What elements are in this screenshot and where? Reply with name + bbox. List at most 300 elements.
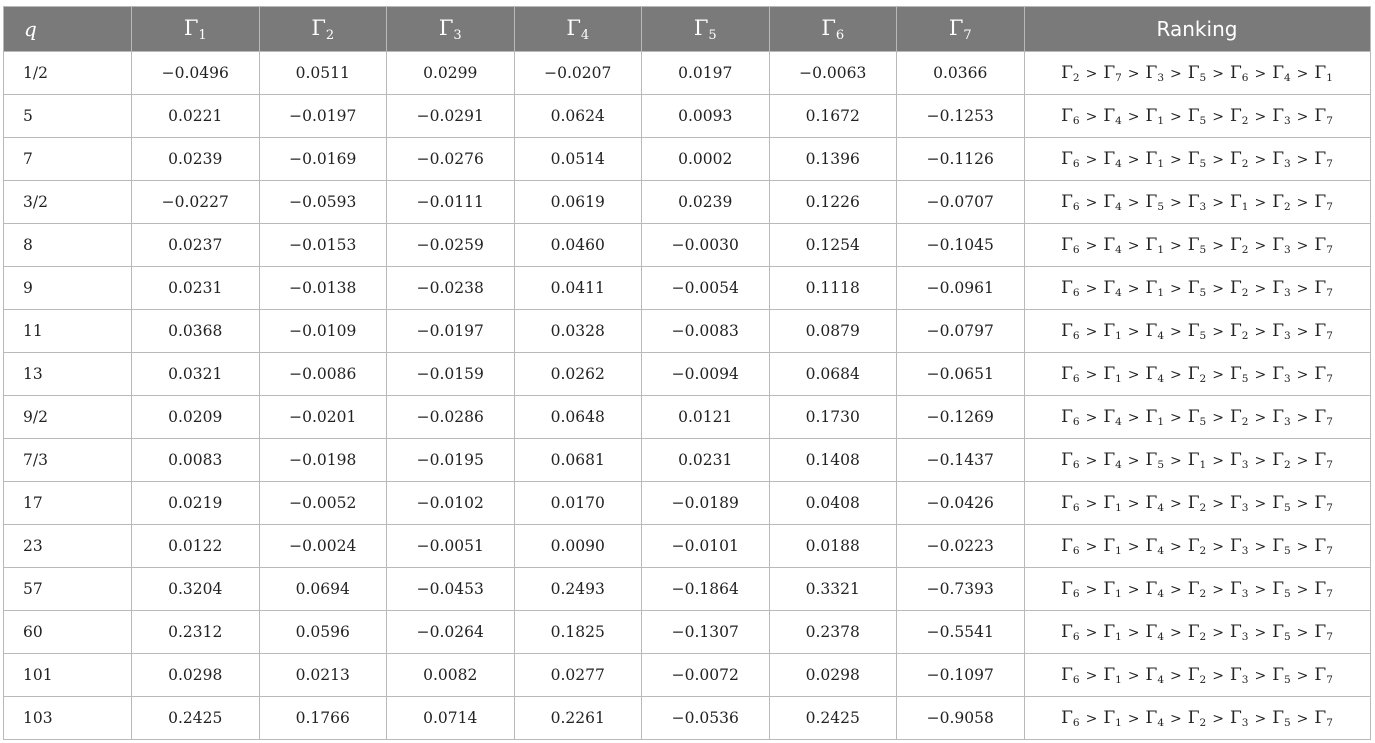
column-header-gamma-7 xyxy=(897,7,1025,52)
gamma-symbol: Γ xyxy=(1314,234,1327,255)
value-cell-gamma-2: −0.0109 xyxy=(259,310,387,353)
ranking-separator: > xyxy=(1254,366,1267,383)
gamma-symbol: Γ xyxy=(1145,578,1158,599)
ranking-separator: > xyxy=(1212,452,1224,469)
ranking-gamma xyxy=(1272,150,1290,168)
gamma-symbol: Γ xyxy=(821,15,836,40)
gamma-subscript: 7 xyxy=(1326,114,1333,127)
value-cell-gamma-5: −0.0030 xyxy=(642,224,770,267)
gamma-symbol: Γ xyxy=(1187,578,1200,599)
ranking-gamma xyxy=(1314,107,1332,125)
ranking-gamma xyxy=(1146,709,1164,727)
value-cell-gamma-5: −0.0094 xyxy=(642,353,770,396)
value-cell-gamma-7: −0.9058 xyxy=(897,697,1025,740)
ranking-separator: > xyxy=(1127,581,1140,598)
gamma-subscript: 2 xyxy=(1241,286,1249,299)
ranking-separator: > xyxy=(1127,280,1140,297)
column-header-gamma-5 xyxy=(642,7,770,52)
value-cell-gamma-5: −0.1307 xyxy=(642,611,770,654)
ranking-separator: > xyxy=(1296,495,1309,512)
gamma-symbol: Γ xyxy=(1061,148,1073,169)
value-cell-gamma-5: 0.0093 xyxy=(642,95,770,138)
ranking-separator: > xyxy=(1212,409,1224,426)
gamma-subscript: 4 xyxy=(1115,415,1122,428)
gamma-subscript: 7 xyxy=(1326,329,1333,342)
gamma-subscript: 7 xyxy=(963,27,972,43)
gamma-subscript: 2 xyxy=(1241,243,1249,256)
table-row xyxy=(4,310,1371,353)
value-cell-gamma-4: 0.2261 xyxy=(514,697,642,740)
gamma-subscript: 5 xyxy=(1283,501,1291,514)
value-cell-gamma-3: −0.0195 xyxy=(387,439,515,482)
ranking-gamma xyxy=(1314,580,1332,598)
ranking-separator: > xyxy=(1127,65,1140,82)
gamma-symbol: Γ xyxy=(1314,148,1327,169)
gamma-subscript: 4 xyxy=(1115,157,1122,170)
gamma-subscript: 3 xyxy=(1241,458,1249,471)
gamma-subscript: 5 xyxy=(1283,630,1291,643)
gamma-symbol: Γ xyxy=(1103,363,1116,384)
value-cell-gamma-3: −0.0111 xyxy=(387,181,515,224)
gamma-subscript: 6 xyxy=(1072,286,1080,299)
ranking-separator: > xyxy=(1254,280,1267,297)
ranking-gamma xyxy=(1230,451,1248,469)
value-cell-gamma-6: 0.0684 xyxy=(769,353,897,396)
value-cell-gamma-6: 0.0188 xyxy=(769,525,897,568)
gamma-symbol: Γ xyxy=(1061,320,1073,341)
gamma-symbol: Γ xyxy=(1314,406,1327,427)
gamma-subscript: 2 xyxy=(1241,415,1249,428)
gamma-subscript: 5 xyxy=(1241,372,1249,385)
value-cell-gamma-3: −0.0453 xyxy=(387,568,515,611)
value-cell-gamma-3: −0.0197 xyxy=(387,310,515,353)
ranking-gamma xyxy=(1103,279,1121,297)
value-cell-gamma-4: 0.0411 xyxy=(514,267,642,310)
gamma-subscript: 6 xyxy=(1072,630,1080,643)
gamma-symbol: Γ xyxy=(1145,277,1158,298)
ranking-separator: > xyxy=(1127,108,1140,125)
gamma-symbol: Γ xyxy=(1103,535,1116,556)
value-cell-gamma-5: −0.0072 xyxy=(642,654,770,697)
gamma-subscript: 2 xyxy=(325,27,335,43)
gamma-symbol: Γ xyxy=(1061,406,1073,427)
value-cell-gamma-3: −0.0102 xyxy=(387,482,515,525)
ranking-gamma xyxy=(1188,537,1206,555)
table-row xyxy=(4,568,1371,611)
q-cell: 23 xyxy=(4,525,132,568)
gamma-symbol: Γ xyxy=(1145,320,1158,341)
gamma-symbol: Γ xyxy=(1187,363,1200,384)
ranking-gamma xyxy=(1272,279,1290,297)
gamma-symbol: Γ xyxy=(693,15,709,40)
gamma-subscript: 1 xyxy=(1115,544,1122,557)
value-cell-gamma-5: −0.0189 xyxy=(642,482,770,525)
gamma-subscript: 4 xyxy=(1115,286,1122,299)
gamma-symbol: Γ xyxy=(1103,449,1116,470)
value-cell-gamma-3: −0.0259 xyxy=(387,224,515,267)
ranking-gamma xyxy=(1146,408,1164,426)
q-cell: 7/3 xyxy=(4,439,132,482)
ranking-separator: > xyxy=(1170,323,1182,340)
gamma-symbol: Γ xyxy=(1229,62,1242,83)
gamma-subscript: 6 xyxy=(1072,415,1080,428)
value-cell-gamma-2: 0.0694 xyxy=(259,568,387,611)
ranking-gamma xyxy=(1103,623,1121,641)
column-header-gamma-2 xyxy=(259,7,387,52)
gamma-subscript: 3 xyxy=(1241,501,1249,514)
gamma-subscript: 3 xyxy=(1241,630,1249,643)
ranking-separator: > xyxy=(1296,65,1309,82)
gamma-subscript: 2 xyxy=(1199,630,1207,643)
gamma-subscript: 7 xyxy=(1326,415,1333,428)
ranking-separator: > xyxy=(1212,194,1224,211)
ranking-cell xyxy=(1024,52,1370,95)
value-cell-gamma-3: −0.0276 xyxy=(387,138,515,181)
value-cell-gamma-4: 0.1825 xyxy=(514,611,642,654)
value-cell-gamma-6: 0.1226 xyxy=(769,181,897,224)
gamma-subscript: 6 xyxy=(1072,587,1080,600)
gamma-symbol: Γ xyxy=(1103,707,1116,728)
gamma-symbol: Γ xyxy=(1145,363,1158,384)
ranking-separator: > xyxy=(1085,323,1098,340)
ranking-separator: > xyxy=(1085,65,1098,82)
q-cell: 103 xyxy=(4,697,132,740)
gamma-symbol: Γ xyxy=(1145,406,1158,427)
value-cell-gamma-6: 0.2378 xyxy=(769,611,897,654)
q-cell: 57 xyxy=(4,568,132,611)
gamma-symbol: Γ xyxy=(1314,62,1327,83)
value-cell-gamma-6: 0.1254 xyxy=(769,224,897,267)
ranking-separator: > xyxy=(1085,581,1098,598)
gamma-symbol: Γ xyxy=(311,15,326,40)
ranking-gamma xyxy=(1188,64,1206,82)
ranking-separator: > xyxy=(1296,581,1309,598)
gamma-symbol: Γ xyxy=(1145,148,1158,169)
ranking-gamma xyxy=(1146,107,1164,125)
table-row xyxy=(4,181,1371,224)
gamma-symbol: Γ xyxy=(1061,492,1073,513)
column-header-q: q xyxy=(4,7,132,52)
ranking-separator: > xyxy=(1170,624,1182,641)
gamma-symbol: Γ xyxy=(1103,492,1116,513)
ranking-separator: > xyxy=(1254,495,1267,512)
value-cell-gamma-7: −0.1269 xyxy=(897,396,1025,439)
ranking-separator: > xyxy=(1085,366,1098,383)
gamma-symbol: Γ xyxy=(1272,449,1284,470)
gamma-subscript: 3 xyxy=(1283,243,1291,256)
ranking-separator: > xyxy=(1170,538,1182,555)
gamma-subscript: 2 xyxy=(1072,71,1080,84)
ranking-separator: > xyxy=(1254,538,1267,555)
ranking-gamma xyxy=(1230,322,1248,340)
value-cell-gamma-2: −0.0052 xyxy=(259,482,387,525)
column-header-ranking: Ranking xyxy=(1024,7,1370,52)
gamma-subscript: 2 xyxy=(1283,458,1291,471)
ranking-separator: > xyxy=(1254,409,1267,426)
ranking-gamma xyxy=(1314,537,1332,555)
gamma-symbol: Γ xyxy=(1187,449,1200,470)
ranking-separator: > xyxy=(1296,538,1309,555)
gamma-subscript: 3 xyxy=(1283,286,1291,299)
ranking-separator: > xyxy=(1170,452,1182,469)
gamma-subscript: 5 xyxy=(1283,587,1291,600)
ranking-separator: > xyxy=(1170,108,1182,125)
gamma-subscript: 7 xyxy=(1326,716,1333,729)
gamma-subscript: 6 xyxy=(1072,243,1080,256)
ranking-gamma xyxy=(1188,365,1206,383)
gamma-subscript: 2 xyxy=(1283,200,1291,213)
ranking-gamma xyxy=(1314,451,1332,469)
gamma-symbol: Γ xyxy=(1229,105,1242,126)
ranking-gamma xyxy=(1314,64,1332,82)
gamma-subscript: 4 xyxy=(1157,329,1165,342)
value-cell-gamma-4: 0.0681 xyxy=(514,439,642,482)
ranking-separator: > xyxy=(1170,151,1182,168)
q-cell: 1/2 xyxy=(4,52,132,95)
ranking-gamma xyxy=(1230,236,1248,254)
ranking-separator: > xyxy=(1170,581,1182,598)
ranking-gamma xyxy=(1146,279,1164,297)
ranking-gamma xyxy=(1146,537,1164,555)
value-cell-gamma-6: 0.1672 xyxy=(769,95,897,138)
ranking-separator: > xyxy=(1127,452,1140,469)
value-cell-gamma-5: −0.0101 xyxy=(642,525,770,568)
ranking-separator: > xyxy=(1254,710,1267,727)
ranking-separator: > xyxy=(1085,667,1098,684)
ranking-gamma xyxy=(1146,150,1164,168)
ranking-separator: > xyxy=(1170,409,1182,426)
ranking-separator: > xyxy=(1127,151,1140,168)
ranking-cell xyxy=(1024,611,1370,654)
value-cell-gamma-1: 0.0083 xyxy=(132,439,260,482)
ranking-separator: > xyxy=(1296,151,1309,168)
ranking-gamma xyxy=(1230,107,1248,125)
ranking-separator: > xyxy=(1296,409,1309,426)
column-header-gamma-4 xyxy=(514,7,642,52)
ranking-gamma xyxy=(1061,322,1079,340)
gamma-symbol: Γ xyxy=(1061,664,1073,685)
ranking-separator: > xyxy=(1127,538,1140,555)
ranking-gamma xyxy=(1230,580,1248,598)
gamma-symbol: Γ xyxy=(1229,535,1242,556)
value-cell-gamma-1: −0.0496 xyxy=(132,52,260,95)
value-cell-gamma-4: 0.0619 xyxy=(514,181,642,224)
gamma-symbol: Γ xyxy=(1314,578,1327,599)
value-cell-gamma-3: −0.0051 xyxy=(387,525,515,568)
gamma-subscript: 3 xyxy=(1241,673,1249,686)
ranking-gamma xyxy=(1188,451,1206,469)
gamma-symbol: Γ xyxy=(1187,664,1200,685)
ranking-separator: > xyxy=(1296,323,1309,340)
q-cell: 7 xyxy=(4,138,132,181)
value-cell-gamma-3: −0.0159 xyxy=(387,353,515,396)
gamma-subscript: 3 xyxy=(1199,200,1207,213)
value-cell-gamma-1: 0.0298 xyxy=(132,654,260,697)
value-cell-gamma-2: −0.0138 xyxy=(259,267,387,310)
ranking-separator: > xyxy=(1085,151,1098,168)
gamma-subscript: 6 xyxy=(1072,716,1080,729)
gamma-subscript: 6 xyxy=(1241,71,1249,84)
ranking-separator: > xyxy=(1212,624,1224,641)
ranking-cell xyxy=(1024,439,1370,482)
value-cell-gamma-1: 0.2425 xyxy=(132,697,260,740)
ranking-cell xyxy=(1024,95,1370,138)
gamma-symbol: Γ xyxy=(1061,363,1073,384)
gamma-subscript: 3 xyxy=(1157,71,1165,84)
ranking-gamma xyxy=(1230,279,1248,297)
gamma-symbol: Γ xyxy=(1187,621,1200,642)
ranking-gamma xyxy=(1230,365,1248,383)
ranking-separator: > xyxy=(1254,237,1267,254)
ranking-gamma xyxy=(1188,494,1206,512)
value-cell-gamma-2: 0.1766 xyxy=(259,697,387,740)
value-cell-gamma-4: 0.0460 xyxy=(514,224,642,267)
gamma-subscript: 1 xyxy=(1115,587,1122,600)
gamma-subscript: 1 xyxy=(1241,200,1249,213)
value-cell-gamma-1: 0.0219 xyxy=(132,482,260,525)
ranking-gamma xyxy=(1146,64,1164,82)
ranking-cell xyxy=(1024,525,1370,568)
ranking-cell xyxy=(1024,697,1370,740)
gamma-symbol: Γ xyxy=(1187,320,1200,341)
column-header-gamma-3 xyxy=(387,7,515,52)
ranking-separator: > xyxy=(1085,495,1098,512)
ranking-gamma xyxy=(1061,537,1079,555)
gamma-symbol: Γ xyxy=(1314,664,1327,685)
q-cell: 11 xyxy=(4,310,132,353)
value-cell-gamma-2: −0.0198 xyxy=(259,439,387,482)
ranking-gamma xyxy=(1188,709,1206,727)
value-cell-gamma-1: 0.0368 xyxy=(132,310,260,353)
ranking-cell xyxy=(1024,138,1370,181)
gamma-symbol: Γ xyxy=(1187,406,1200,427)
ranking-separator: > xyxy=(1127,710,1140,727)
gamma-subscript: 4 xyxy=(580,27,590,43)
gamma-subscript: 5 xyxy=(1199,329,1207,342)
ranking-separator: > xyxy=(1212,280,1224,297)
gamma-subscript: 3 xyxy=(1283,114,1291,127)
gamma-symbol: Γ xyxy=(1145,664,1158,685)
ranking-separator: > xyxy=(1296,366,1309,383)
table-row xyxy=(4,697,1371,740)
ranking-cell xyxy=(1024,482,1370,525)
ranking-separator: > xyxy=(1127,495,1140,512)
gamma-symbol: Γ xyxy=(1272,578,1284,599)
ranking-gamma xyxy=(1061,64,1079,82)
table-row xyxy=(4,267,1371,310)
ranking-gamma xyxy=(1103,537,1121,555)
gamma-subscript: 7 xyxy=(1326,673,1333,686)
gamma-subscript: 2 xyxy=(1199,501,1207,514)
gamma-symbol: Γ xyxy=(1061,234,1073,255)
ranking-cell xyxy=(1024,224,1370,267)
gamma-symbol: Γ xyxy=(1103,148,1116,169)
gamma-subscript: 6 xyxy=(1072,114,1080,127)
gamma-subscript: 6 xyxy=(1072,458,1080,471)
gamma-symbol: Γ xyxy=(1061,277,1073,298)
gamma-subscript: 1 xyxy=(1115,673,1122,686)
value-cell-gamma-2: −0.0169 xyxy=(259,138,387,181)
value-cell-gamma-1: 0.0237 xyxy=(132,224,260,267)
ranking-separator: > xyxy=(1085,624,1098,641)
gamma-subscript: 6 xyxy=(1072,372,1080,385)
ranking-gamma xyxy=(1314,150,1332,168)
ranking-separator: > xyxy=(1212,581,1224,598)
gamma-symbol: Γ xyxy=(1145,621,1158,642)
value-cell-gamma-5: −0.1864 xyxy=(642,568,770,611)
table-row xyxy=(4,224,1371,267)
ranking-gamma xyxy=(1272,365,1290,383)
ranking-separator: > xyxy=(1254,624,1267,641)
ranking-separator: > xyxy=(1085,280,1098,297)
value-cell-gamma-3: −0.0291 xyxy=(387,95,515,138)
ranking-separator: > xyxy=(1296,624,1309,641)
gamma-subscript: 7 xyxy=(1326,630,1333,643)
ranking-separator: > xyxy=(1085,452,1098,469)
gamma-symbol: Γ xyxy=(1314,191,1327,212)
gamma-symbol: Γ xyxy=(1272,664,1284,685)
ranking-gamma xyxy=(1103,64,1121,82)
gamma-subscript: 3 xyxy=(1241,716,1249,729)
ranking-gamma xyxy=(1230,709,1248,727)
gamma-subscript: 1 xyxy=(1157,243,1165,256)
gamma-symbol: Γ xyxy=(1187,148,1200,169)
gamma-subscript: 2 xyxy=(1199,372,1207,385)
gamma-subscript: 4 xyxy=(1115,200,1122,213)
table-row xyxy=(4,138,1371,181)
gamma-subscript: 5 xyxy=(1199,286,1207,299)
ranking-gamma xyxy=(1103,494,1121,512)
gamma-subscript: 2 xyxy=(1199,716,1207,729)
q-cell: 17 xyxy=(4,482,132,525)
ranking-gamma xyxy=(1103,451,1121,469)
ranking-gamma xyxy=(1314,365,1332,383)
table-row xyxy=(4,439,1371,482)
gamma-symbol: Γ xyxy=(1229,191,1242,212)
ranking-cell xyxy=(1024,267,1370,310)
value-cell-gamma-1: 0.0321 xyxy=(132,353,260,396)
value-cell-gamma-6: 0.0298 xyxy=(769,654,897,697)
value-cell-gamma-5: 0.0002 xyxy=(642,138,770,181)
gamma-symbol: Γ xyxy=(1272,707,1284,728)
ranking-separator: > xyxy=(1127,323,1140,340)
value-cell-gamma-5: 0.0231 xyxy=(642,439,770,482)
ranking-gamma xyxy=(1314,408,1332,426)
gamma-symbol: Γ xyxy=(1229,234,1242,255)
q-cell: 13 xyxy=(4,353,132,396)
ranking-separator: > xyxy=(1254,323,1267,340)
gamma-subscript: 3 xyxy=(453,27,462,43)
ranking-separator: > xyxy=(1212,151,1224,168)
gamma-subscript: 7 xyxy=(1326,200,1333,213)
gamma-subscript: 4 xyxy=(1157,587,1165,600)
ranking-gamma xyxy=(1230,537,1248,555)
ranking-separator: > xyxy=(1085,108,1098,125)
gamma-symbol: Γ xyxy=(1103,277,1116,298)
ranking-gamma xyxy=(1188,150,1206,168)
gamma-symbol: Γ xyxy=(1272,363,1284,384)
gamma-symbol: Γ xyxy=(1272,191,1284,212)
gamma-subscript: 6 xyxy=(1072,544,1080,557)
ranking-separator: > xyxy=(1296,710,1309,727)
ranking-separator: > xyxy=(1254,65,1267,82)
value-cell-gamma-3: 0.0082 xyxy=(387,654,515,697)
value-cell-gamma-6: 0.2425 xyxy=(769,697,897,740)
gamma-symbol: Γ xyxy=(1103,664,1116,685)
value-cell-gamma-1: 0.0221 xyxy=(132,95,260,138)
gamma-subscript: 3 xyxy=(1283,157,1291,170)
value-cell-gamma-5: 0.0197 xyxy=(642,52,770,95)
